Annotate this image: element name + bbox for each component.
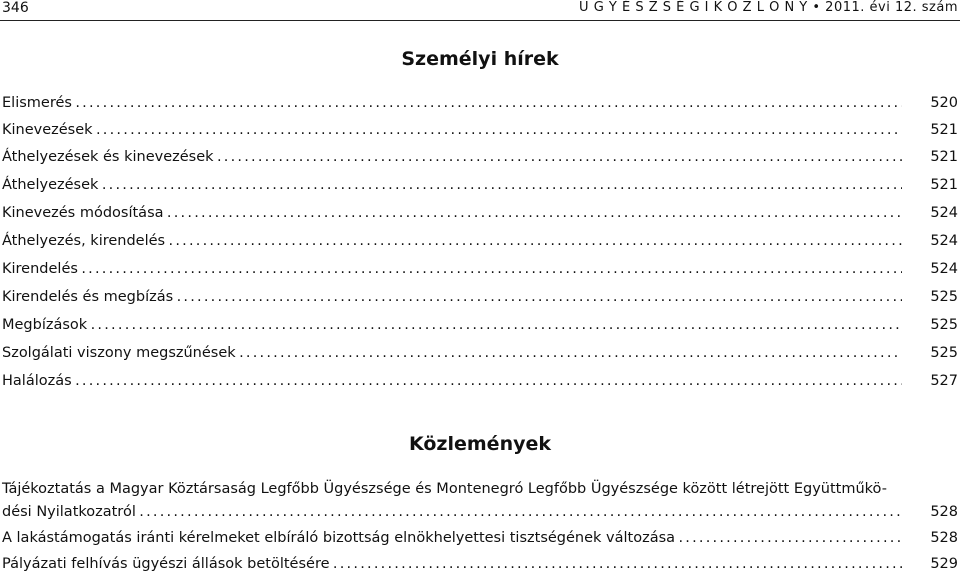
toc-entry-label: dési Nyilatkozatról . . . <box>2 501 902 523</box>
toc-entry-page: 525 <box>930 289 958 305</box>
toc-entry-label: Áthelyezések . . . <box>2 174 902 196</box>
toc-row[interactable] <box>2 119 958 141</box>
toc-row[interactable] <box>2 370 958 392</box>
toc-row[interactable] <box>2 202 958 224</box>
toc-entry-page: 528 <box>930 530 958 546</box>
toc-row[interactable] <box>2 174 958 196</box>
running-header <box>0 0 960 22</box>
toc-row[interactable] <box>2 342 958 364</box>
toc-entry-label: Kirendelés és megbízás . . . <box>2 286 902 308</box>
toc-entry-label: Halálozás . . . <box>2 370 902 392</box>
toc-entry-page: 524 <box>930 205 958 221</box>
publication-title: Ü G Y É S Z S É G I K Ö Z L Ö N Y • 2011. évi 12. szám <box>579 0 958 15</box>
toc-row[interactable] <box>2 146 958 168</box>
toc-entry-label: Áthelyezések és kinevezések . . . <box>2 146 902 168</box>
toc-entry-page: 527 <box>930 373 958 389</box>
section-title-personal-news: Személyi hírek <box>401 48 559 70</box>
toc-entry-label: Megbízások . . . <box>2 314 902 336</box>
toc-row[interactable] <box>2 258 958 280</box>
toc-row[interactable] <box>2 230 958 252</box>
toc-entry-label: Kinevezés módosítása . . . <box>2 202 902 224</box>
toc-entry-page: 525 <box>930 317 958 333</box>
toc-entry-label: Kinevezések . . . <box>2 119 902 141</box>
toc-row[interactable] <box>2 501 958 523</box>
toc-entry-page: 521 <box>930 177 958 193</box>
page-number: 346 <box>2 0 29 16</box>
header-rule <box>0 20 960 21</box>
toc-entry-page: 524 <box>930 233 958 249</box>
toc-entry-page: 521 <box>930 149 958 165</box>
toc-entry-page: 520 <box>930 95 958 111</box>
toc-entry-page: 529 <box>930 556 958 572</box>
toc-entry-label: Pályázati felhívás ügyészi állások betöltésére . . . <box>2 553 902 575</box>
toc-entry-label: A lakástámogatás iránti kérelmeket elbíráló bizottság elnökhelyettesi tisztségének változása . . . <box>2 527 902 549</box>
toc-row[interactable] <box>2 286 958 308</box>
toc-entry-label: Elismerés . . . <box>2 92 902 114</box>
toc-entry-page: 521 <box>930 122 958 138</box>
toc-row[interactable] <box>2 92 958 114</box>
toc-entry-label: Áthelyezés, kirendelés . . . <box>2 230 902 252</box>
toc-entry-first-line[interactable]: Tájékoztatás a Magyar Köztársaság Legfőbb Ügyészsége és Montenegró Legfőbb Ügyészsége között létrejött Együttműkö- <box>2 481 887 497</box>
toc-entry-page: 525 <box>930 345 958 361</box>
section-title-announcements: Közlemények <box>408 433 552 455</box>
toc-entry-label: Kirendelés . . . <box>2 258 902 280</box>
toc-entry-page: 524 <box>930 261 958 277</box>
toc-row[interactable] <box>2 527 958 549</box>
toc-entry-label: Szolgálati viszony megszűnések . . . <box>2 342 902 364</box>
toc-row[interactable] <box>2 314 958 336</box>
toc-entry-page: 528 <box>930 504 958 520</box>
toc-row[interactable] <box>2 553 958 575</box>
